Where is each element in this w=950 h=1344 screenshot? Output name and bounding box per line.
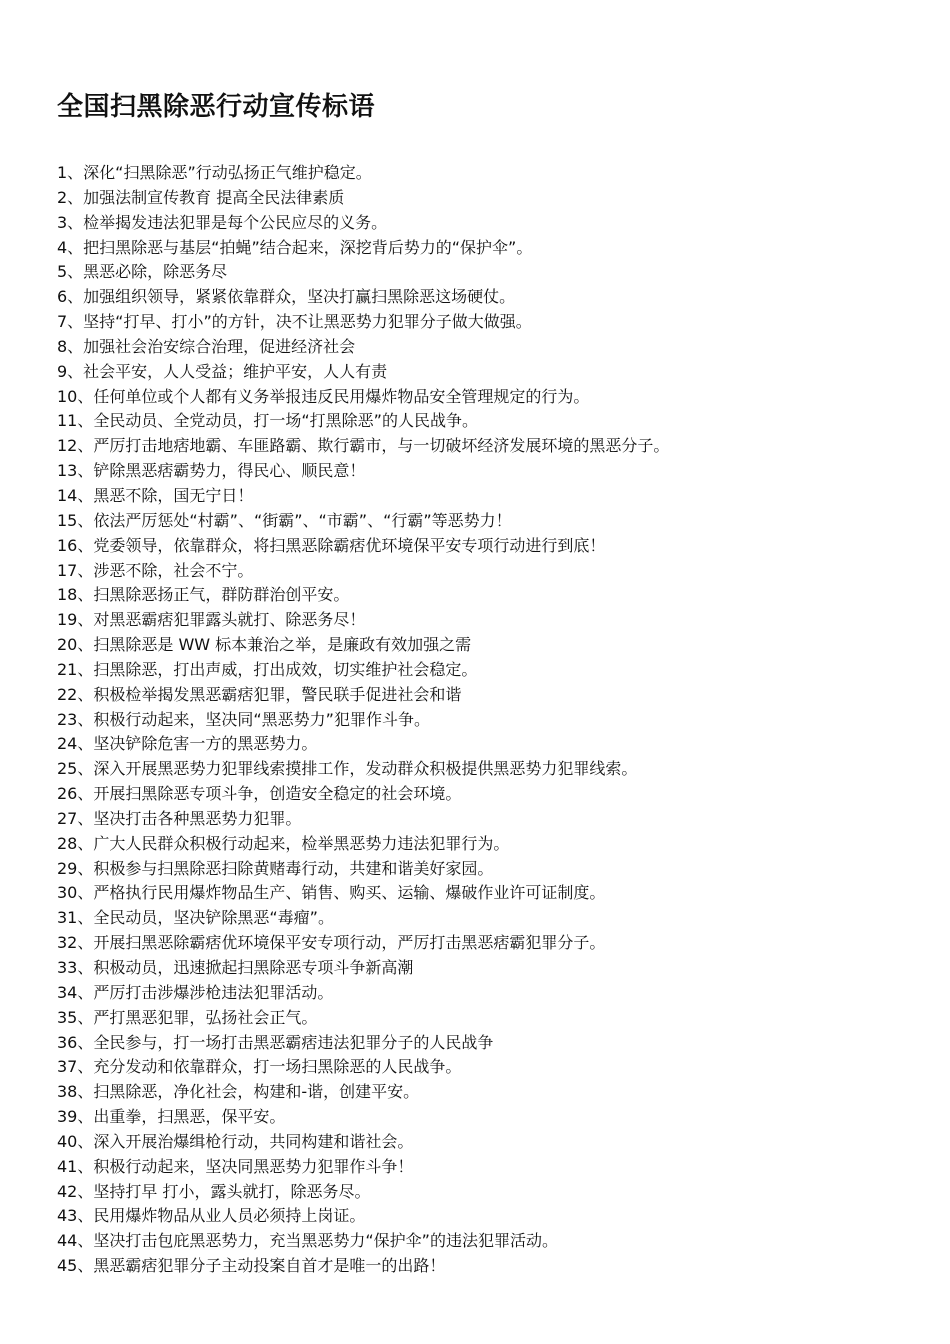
slogan-item: 11、全民动员、全党动员，打一场“打黑除恶”的人民战争。 (57, 411, 478, 431)
slogan-list (57, 161, 937, 1279)
slogan-item: 1、深化“扫黑除恶”行动弘扬正气维护稳定。 (57, 163, 372, 182)
slogan-item: 26、开展扫黑除恶专项斗争，创造安全稳定的社会环境。 (57, 784, 462, 804)
slogan-item: 40、深入开展治爆缉枪行动，共同构建和谐社会。 (57, 1131, 414, 1151)
slogan-item: 19、对黑恶霸痞犯罪露头就打、除恶务尽！ (57, 610, 366, 630)
document-title: 全国扫黑除恶行动宣传标语 (57, 92, 376, 123)
slogan-item: 36、全民参与，打一场打击黑恶霸痞违法犯罪分子的人民战争 (57, 1032, 494, 1052)
slogan-item: 45、黑恶霸痞犯罪分子主动投案自首才是唯一的出路！ (57, 1256, 446, 1276)
slogan-item: 34、严厉打击涉爆涉枪违法犯罪活动。 (57, 982, 334, 1002)
slogan-item: 23、积极行动起来，坚决同“黑恶势力”犯罪作斗争。 (57, 709, 430, 729)
slogan-item: 43、民用爆炸物品从业人员必须持上岗证。 (57, 1206, 366, 1226)
slogan-item: 7、坚持“打早、打小”的方针，决不让黑恶势力犯罪分子做大做强。 (57, 312, 532, 332)
slogan-item: 37、充分发动和依靠群众，打一场扫黑除恶的人民战争。 (57, 1057, 462, 1077)
slogan-item: 21、扫黑除恶，打出声威，打出成效，切实维护社会稳定。 (57, 659, 478, 679)
slogan-item: 12、严厉打击地痞地霸、车匪路霸、欺行霸市，与一切破坏经济发展环境的黑恶分子。 (57, 436, 670, 456)
slogan-item: 20、扫黑除恶是 WW 标本兼治之举，是廉政有效加强之需 (57, 635, 472, 655)
slogan-item: 41、积极行动起来，坚决同黑恶势力犯罪作斗争！ (57, 1156, 414, 1176)
slogan-item: 31、全民动员，坚决铲除黑恶“毒瘤”。 (57, 908, 334, 928)
slogan-item: 3、检举揭发违法犯罪是每个公民应尽的义务。 (57, 212, 388, 232)
slogan-item: 9、社会平安，人人受益；维护平安，人人有责 (57, 361, 388, 381)
slogan-item: 5、黑恶必除，除恶务尽 (57, 262, 228, 282)
slogan-item: 24、坚决铲除危害一方的黑恶势力。 (57, 734, 318, 754)
slogan-item: 13、铲除黑恶痞霸势力，得民心、顺民意！ (57, 461, 366, 481)
slogan-item: 4、把扫黑除恶与基层“拍蝇”结合起来，深挖背后势力的“保护伞”。 (57, 237, 533, 257)
slogan-item: 30、严格执行民用爆炸物品生产、销售、购买、运输、爆破作业许可证制度。 (57, 883, 606, 903)
slogan-item: 32、开展扫黑恶除霸痞优环境保平安专项行动，严厉打击黑恶痞霸犯罪分子。 (57, 933, 606, 953)
slogan-item: 22、积极检举揭发黑恶霸痞犯罪，警民联手促进社会和谐 (57, 684, 462, 704)
slogan-item: 33、积极动员，迅速掀起扫黑除恶专项斗争新高潮 (57, 958, 414, 977)
slogan-item: 25、深入开展黑恶势力犯罪线索摸排工作，发动群众积极提供黑恶势力犯罪线索。 (57, 759, 638, 779)
slogan-item: 15、依法严厉惩处“村霸”、“街霸”、“市霸”、“行霸”等恶势力！ (57, 510, 512, 530)
slogan-item: 38、扫黑除恶，净化社会，构建和-谐，创建平安。 (57, 1082, 420, 1102)
slogan-item: 10、任何单位或个人都有义务举报违反民用爆炸物品安全管理规定的行为。 (57, 386, 590, 406)
slogan-item: 42、坚持打早 打小，露头就打，除恶务尽。 (57, 1181, 371, 1201)
slogan-item: 16、党委领导，依靠群众，将扫黑恶除霸痞优环境保平安专项行动进行到底！ (57, 535, 606, 555)
slogan-item: 2、加强法制宣传教育 提高全民法律素质 (57, 187, 345, 207)
slogan-item: 27、坚决打击各种黑恶势力犯罪。 (57, 808, 302, 828)
slogan-item: 14、黑恶不除，国无宁日！ (57, 485, 254, 505)
slogan-item: 44、坚决打击包庇黑恶势力，充当黑恶势力“保护伞”的违法犯罪活动。 (57, 1231, 558, 1251)
slogan-item: 29、积极参与扫黑除恶扫除黄赌毒行动，共建和谐美好家园。 (57, 858, 494, 878)
slogan-item: 18、扫黑除恶扬正气，群防群治创平安。 (57, 585, 350, 605)
slogan-item: 39、出重拳，扫黑恶，保平安。 (57, 1107, 286, 1127)
slogan-item: 8、加强社会治安综合治理，促进经济社会 (57, 336, 356, 356)
slogan-item: 6、加强组织领导，紧紧依靠群众，坚决打赢扫黑除恶这场硬仗。 (57, 287, 516, 307)
slogan-item: 17、涉恶不除，社会不宁。 (57, 560, 254, 580)
slogan-item: 28、广大人民群众积极行动起来，检举黑恶势力违法犯罪行为。 (57, 833, 510, 853)
slogan-item: 35、严打黑恶犯罪，弘扬社会正气。 (57, 1007, 318, 1027)
